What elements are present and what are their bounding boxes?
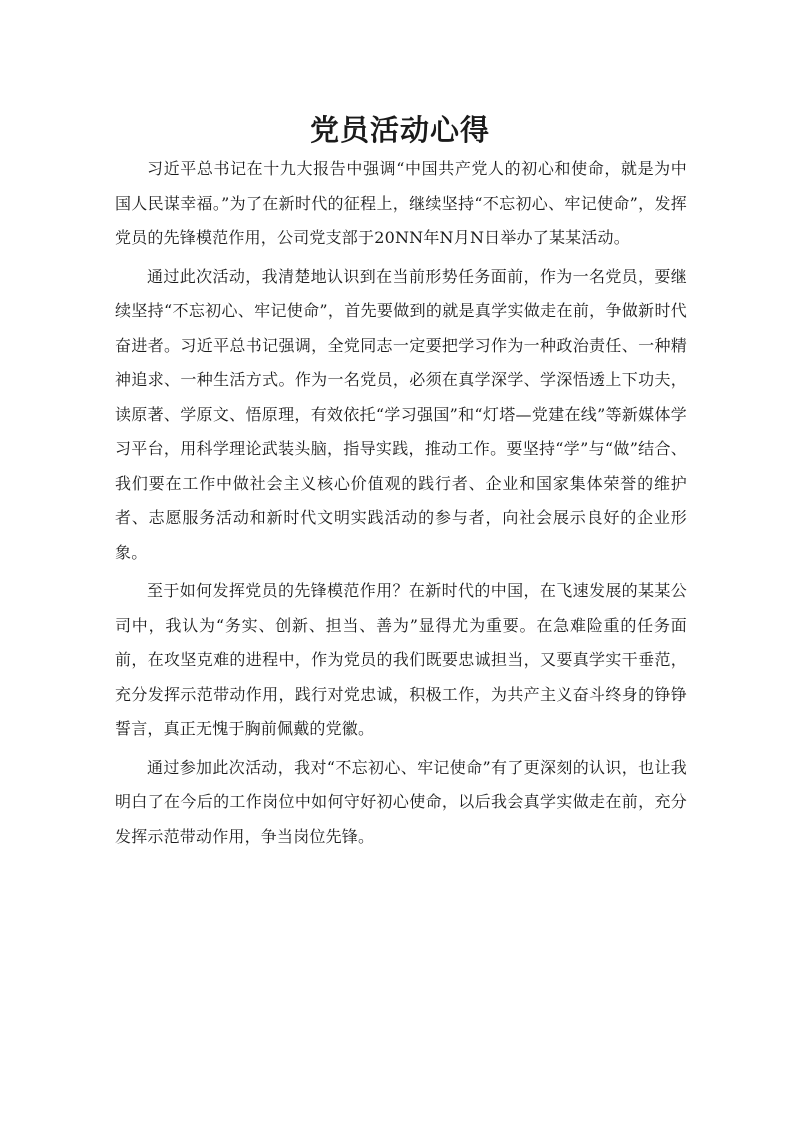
paragraph-intro: 习近平总书记在十九大报告中强调“中国共产党人的初心和使命，就是为中国人民谋幸福。”为了在新时代的征程上，继续坚持“不忘初心、牢记使命”，发挥党员的先锋模范作用，公司党支部于20NN年N月N日举办了某某活动。: [115, 159, 687, 247]
document-body: [115, 152, 687, 858]
paragraph-understanding: 通过此次活动，我清楚地认识到在当前形势任务面前，作为一名党员，要继续坚持“不忘初心、牢记使命”，首先要做到的就是真学实做走在前，争做新时代奋进者。习近平总书记强调，全党同志一定要把学习作为一种政治责任、一种精神追求、一种生活方式。作为一名党员，必须在真学深学、学深悟透上下功夫，读原著、学原文、悟原理，有效依托“学习强国”和“灯塔—党建在线”等新媒体学习平台，用科学理论武装头脑，指导实践，推动工作。要坚持“学”与“做”结合、我们要在工作中做社会主义核心价值观的践行者、企业和国家集体荣誉的维护者、志愿服务活动和新时代文明实践活动的参与者，向社会展示良好的企业形象。: [115, 266, 687, 562]
paragraph-vanguard-role: 至于如何发挥党员的先锋模范作用？在新时代的中国，在飞速发展的某某公司中，我认为“务实、创新、担当、善为”显得尤为重要。在急难险重的任务面前，在攻坚克难的进程中，作为党员的我们既要忠诚担当，又要真学实干垂范，充分发挥示范带动作用，践行对党忠诚，积极工作，为共产主义奋斗终身的铮铮誓言，真正无愧于胸前佩戴的党徽。: [115, 581, 687, 738]
page-title: 党员活动心得: [309, 113, 490, 147]
paragraph-conclusion: 通过参加此次活动，我对“不忘初心、牢记使命”有了更深刻的认识，也让我明白了在今后的工作岗位中如何守好初心使命，以后我会真学实做走在前，充分发挥示范带动作用，争当岗位先锋。: [115, 757, 687, 846]
